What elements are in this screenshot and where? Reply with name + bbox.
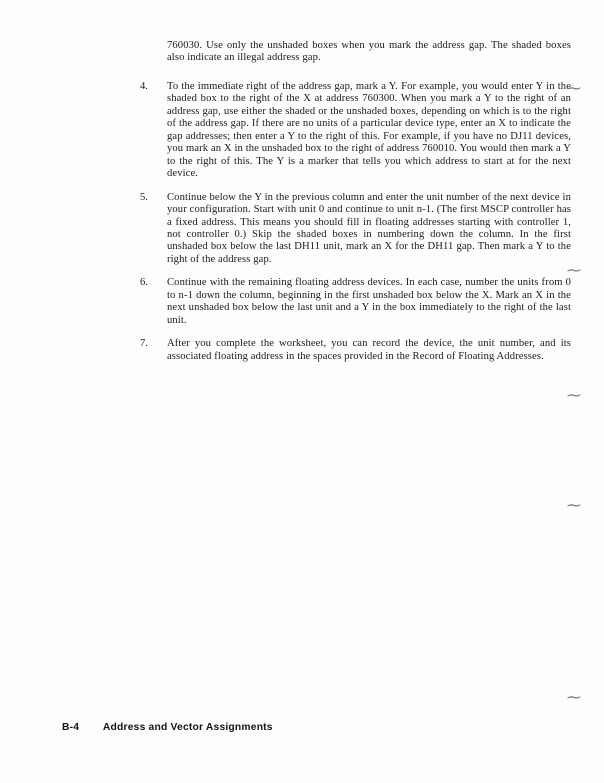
list-item-number: 4. [140,81,148,92]
list-item-number: 5. [140,191,148,203]
scan-artifact-dash: ~ [565,386,583,404]
list-item-text: After you complete the worksheet, you can record the device, the unit number, and its associated floating address in the spaces provided in the Record of Floating Addresses. [167,338,571,362]
scan-artifact-dash: ~ [565,79,583,97]
numbered-instruction-list [140,81,571,374]
footer-section-title: Address and Vector Assignments [102,722,273,733]
intro-continuation-paragraph: 760030. Use only the unshaded boxes when you mark the address gap. The shaded boxes also indicate an illegal address gap. [167,40,571,64]
list-item-text: Continue below the Y in the previous column and enter the unit number of the next device in your configuration. Start with unit 0 and continue to unit n-1. (The first MSCP controller has a fixed address. This means you should fill in floating addresses starting with controller 1, not controller 0.) Skip the shaded boxes in numbering down the column. In the first unshaded box below the last DH11 unit, mark an X for the DH11 gap. Then mark a Y to the right of the address gap. [167,191,571,265]
list-item-6 [140,277,571,327]
scan-artifact-dash: ~ [565,688,583,706]
scan-artifact-dash: ~ [565,496,583,514]
list-item-5 [140,192,571,267]
list-item-text: To the immediate right of the address gap, mark a Y. For example, you would enter Y in the shaded box to the right of the X at address 760300. When you mark a Y to the right of an address gap, use either the shaded or the unshaded boxes, depending on which is to the right of the address gap. If there are no units of a particular device type, enter an X to indicate the gap addresses; then enter a Y to the right of this. For example, if you have no DJ11 devices, you mark an X in the unshaded box to the right of address 760010. You would then mark a Y to the right of this. The Y is a marker that tells you which address to start at for the next device. [167,81,571,180]
list-item-number: 6. [140,277,148,289]
page-number: B-4 [62,722,80,733]
page-footer [62,722,273,733]
list-item-number: 7. [140,338,148,350]
list-item-text: Continue with the remaining floating address devices. In each case, number the units from 0 to n-1 down the column, beginning in the first unshaded box below the X. Mark an X in the next unshaded box below the last unit and a Y in the box immediately to the right of the last unit. [167,277,571,326]
list-item-4 [140,81,571,181]
scan-artifact-dash: ~ [565,261,583,279]
list-item-7 [140,338,571,363]
